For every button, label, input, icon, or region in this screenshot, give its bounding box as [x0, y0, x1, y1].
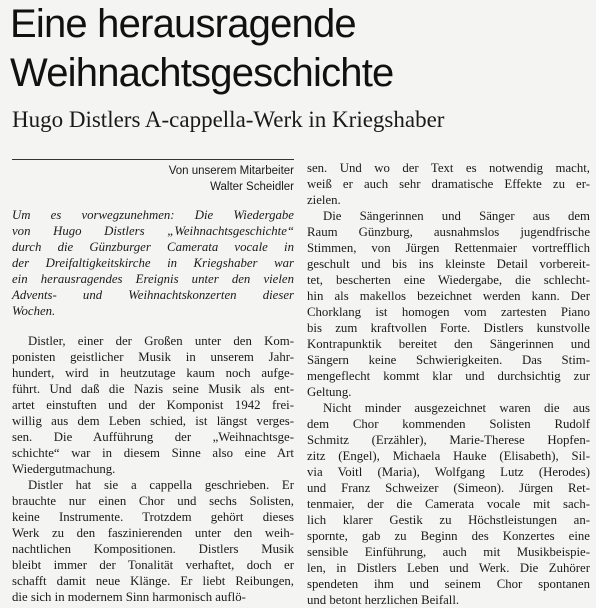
text-line: geschult und bis ins kleinste Detail vorbereit-	[307, 257, 590, 271]
text-line: sen. Und wo der Text es notwendig macht,	[307, 161, 590, 175]
text-line: tet, bescherten eine Wiedergabe, die schlecht-	[307, 273, 590, 287]
text-line: schichte“ war in diesem Sinne also eine Art	[12, 446, 294, 460]
text-line: führt. Und daß die Nazis seine Musik als ent-	[12, 382, 294, 396]
text-line: sensible Einführung, auch mit Musikbeispie-	[307, 545, 590, 559]
text-line: Kontrapunktik bereitet den Sängerinnen und	[307, 337, 590, 351]
text-line: bis zum kraftvollen Forte. Distlers kunstvolle	[307, 321, 590, 335]
headline-line-2: Weihnachtsgeschichte	[10, 51, 394, 95]
text-line: zielen.	[307, 193, 341, 207]
text-line: Wiedergutmachung.	[12, 462, 116, 476]
byline	[12, 163, 294, 195]
text-line: durch die Günzburger Camerata vocale in	[12, 240, 294, 254]
byline-rule	[12, 159, 294, 160]
text-line: nachtlichen Kompositionen. Distlers Musik	[12, 542, 294, 556]
byline-line-2: Walter Scheidler	[210, 181, 294, 193]
text-line: ein herausragendes Ereignis unter den vielen	[12, 272, 294, 286]
text-line: Um es vorwegzunehmen: Die Wiedergabe	[12, 208, 294, 222]
text-line: und Franz Schweizer (Simeon). Jürgen Ret-	[307, 481, 590, 495]
text-line: Die Sängerinnen und Sänger aus dem	[323, 209, 590, 223]
text-line: der Dreifaltigkeitskirche in Kriegshaber war	[12, 256, 294, 270]
text-line: spendeten ihm und seinem Chor spontanen	[307, 577, 590, 591]
right-column	[307, 160, 590, 608]
text-line: willig aus dem Leben schied, ist längst verges-	[12, 414, 294, 428]
paragraph	[12, 333, 294, 477]
text-line: Advents- und Weihnachtskonzerten dieser	[12, 288, 294, 302]
text-line: Wochen.	[12, 304, 56, 318]
lead-paragraph	[12, 207, 294, 319]
text-line: mengeflecht kommt klar und durchsichtig zur	[307, 369, 590, 383]
text-line: Sängern keine Schwierigkeiten. Das Stim-	[307, 353, 590, 367]
text-line: zitz (Engel), Michaela Hauke (Elisabeth), Sil-	[307, 449, 590, 463]
paragraph	[12, 477, 294, 605]
text-line: weiß er auch sehr dramatische Effekte zu er-	[307, 177, 590, 191]
headline-line-1: Eine herausragende	[10, 2, 356, 46]
text-line: und betont herzlichen Beifall.	[307, 593, 460, 607]
text-line: Raum Günzburg, ausnahmslos jugendfrische	[307, 225, 590, 239]
subtitle: Hugo Distlers A-cappella-Werk in Kriegshaber	[12, 107, 445, 132]
text-line: sen. Die Aufführung der „Weihnachtsge-	[12, 430, 294, 444]
paragraph	[307, 208, 590, 400]
text-line: tenmaier, der die Camerata vocale mit sach-	[307, 497, 590, 511]
text-line: len, in Distlers Leben und Werk. Die Zuhörer	[307, 561, 590, 575]
headline	[10, 0, 590, 98]
text-line: Nicht minder ausgezeichnet waren die aus	[323, 401, 590, 415]
text-line: brauchte nur einen Chor und sechs Solisten,	[12, 494, 294, 508]
text-line: von Hugo Distlers „Weihnachtsgeschichte“	[12, 224, 294, 238]
text-line: ponisten geistlicher Musik in unserem Jahr-	[12, 350, 294, 364]
paragraph	[307, 160, 590, 208]
paragraph	[307, 400, 590, 608]
text-line: Distler, einer der Großen unter den Kom-	[28, 334, 294, 348]
text-line: lich klarer Gestik zu Höchstleistungen an-	[307, 513, 590, 527]
text-line: artet einstuften und der Komponist 1942 frei-	[12, 398, 294, 412]
text-line: spornte, gab zu Beginn des Konzertes eine	[307, 529, 590, 543]
byline-line-1: Von unserem Mitarbeiter	[168, 165, 294, 177]
text-line: hin als makellos bezeichnet werden kann. Der	[307, 289, 590, 303]
text-line: Chorklang ist homogen vom zartesten Piano	[307, 305, 590, 319]
text-line: dem Chor kommenden Solisten Rudolf	[307, 417, 590, 431]
text-line: Schmitz (Erzähler), Marie-Therese Hopfen-	[307, 433, 590, 447]
paragraph-gap	[12, 319, 294, 333]
left-column	[12, 207, 294, 605]
text-line: bleibt immer der Tonalität verhaftet, doch er	[12, 558, 294, 572]
text-line: keine Instrumente. Trotzdem gehört dieses	[12, 510, 294, 524]
text-line: Stimmen, von Jürgen Rettenmaier vortrefflich	[307, 241, 590, 255]
text-line: via Voitl (Maria), Wolfgang Lutz (Herodes)	[307, 465, 590, 479]
text-line: Werk zu den faszinierenden unter den weih-	[12, 526, 294, 540]
text-line: schafft damit neue Klänge. Er liebt Reibungen,	[12, 574, 294, 588]
text-line: Distler hat sie a cappella geschrieben. Er	[28, 478, 294, 492]
text-line: hundert, wird in heutzutage kaum noch aufge-	[12, 366, 294, 380]
text-line: die sich in modernem Sinn harmonisch auflö-	[12, 590, 246, 604]
text-line: Geltung.	[307, 385, 352, 399]
